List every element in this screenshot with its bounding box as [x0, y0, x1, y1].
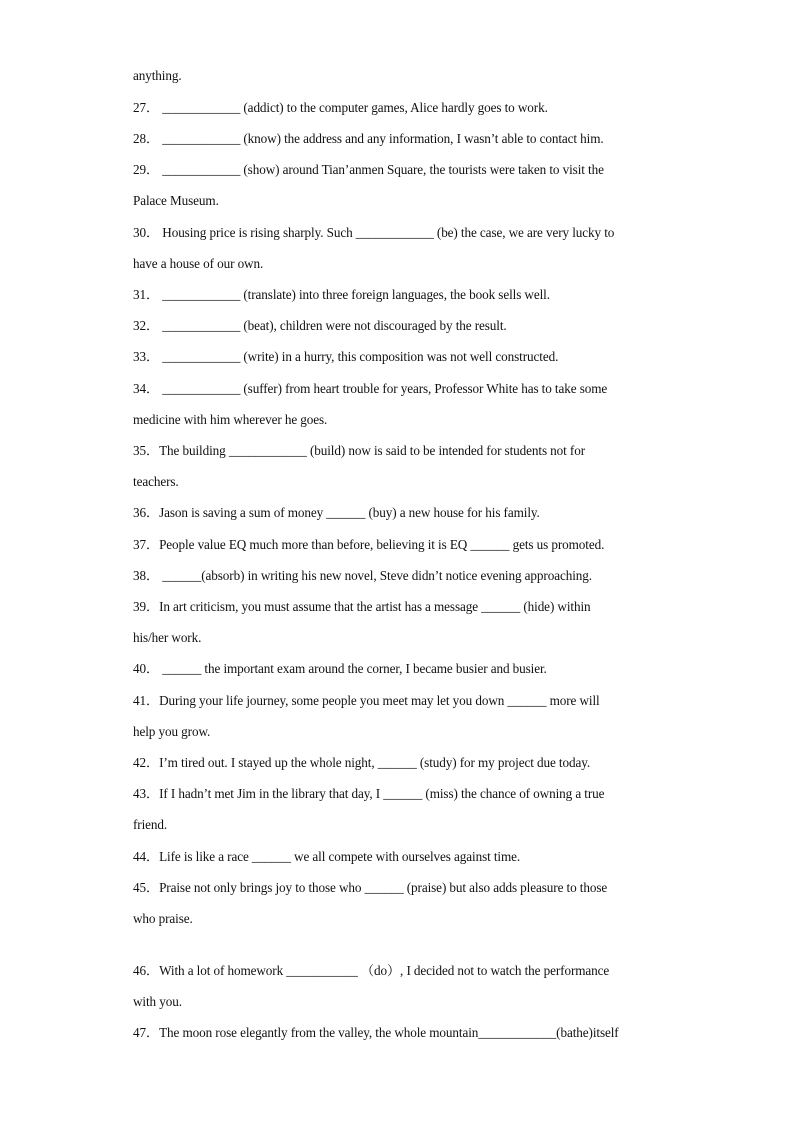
question-29: 29． ____________ (show) around Tian’anmen Square, the tourists were taken to visit the: [133, 162, 604, 177]
question-34-cont: medicine with him wherever he goes.: [133, 412, 328, 427]
question-31: 31． ____________ (translate) into three foreign languages, the book sells well.: [133, 287, 550, 302]
question-45: 45．Praise not only brings joy to those who ______ (praise) but also adds pleasure to those: [133, 880, 608, 895]
question-44: 44．Life is like a race ______ we all compete with ourselves against time.: [133, 849, 521, 864]
question-42: 42．I’m tired out. I stayed up the whole night, ______ (study) for my project due today.: [133, 755, 591, 770]
question-43-cont: friend.: [133, 817, 168, 832]
question-46: 46．With a lot of homework ___________ （do）, I decided not to watch the performance: [133, 963, 610, 978]
question-40: 40． ______ the important exam around the corner, I became busier and busier.: [133, 661, 547, 676]
question-46-cont: with you.: [133, 994, 182, 1009]
question-30: 30． Housing price is rising sharply. Such ____________ (be) the case, we are very lucky to: [133, 225, 615, 240]
question-47: 47．The moon rose elegantly from the valley, the whole mountain____________(bathe)itself: [133, 1025, 619, 1040]
question-36: 36．Jason is saving a sum of money ______ (buy) a new house for his family.: [133, 505, 540, 520]
question-33: 33． ____________ (write) in a hurry, this composition was not well constructed.: [133, 349, 559, 364]
question-27: 27． ____________ (addict) to the computer games, Alice hardly goes to work.: [133, 100, 548, 115]
question-41-cont: help you grow.: [133, 724, 211, 739]
question-43: 43．If I hadn’t met Jim in the library that day, I ______ (miss) the chance of owning a true: [133, 786, 605, 801]
question-35-cont: teachers.: [133, 474, 179, 489]
question-41: 41．During your life journey, some people you meet may let you down ______ more will: [133, 693, 600, 708]
question-37: 37．People value EQ much more than before, believing it is EQ ______ gets us promoted.: [133, 537, 605, 552]
question-34: 34． ____________ (suffer) from heart trouble for years, Professor White has to take some: [133, 381, 608, 396]
text-line-continuation: anything.: [133, 68, 182, 83]
question-38: 38． ______(absorb) in writing his new novel, Steve didn’t notice evening approaching.: [133, 568, 592, 583]
question-32: 32． ____________ (beat), children were not discouraged by the result.: [133, 318, 507, 333]
question-45-cont: who praise.: [133, 911, 193, 926]
question-30-cont: have a house of our own.: [133, 256, 264, 271]
question-29-cont: Palace Museum.: [133, 193, 219, 208]
question-39: 39．In art criticism, you must assume that the artist has a message ______ (hide) within: [133, 599, 591, 614]
question-28: 28． ____________ (know) the address and any information, I wasn’t able to contact him.: [133, 131, 604, 146]
question-35: 35．The building ____________ (build) now is said to be intended for students not for: [133, 443, 586, 458]
question-39-cont: his/her work.: [133, 630, 202, 645]
